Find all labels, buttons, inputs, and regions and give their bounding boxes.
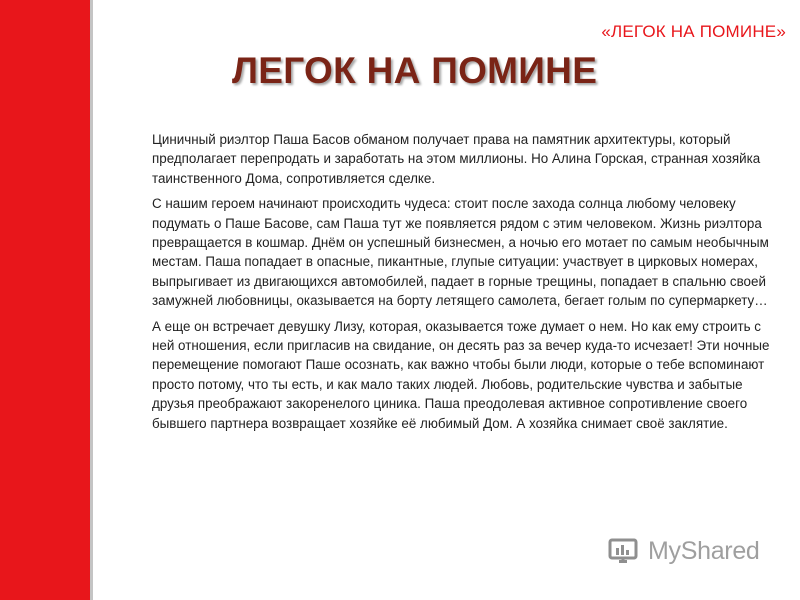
slide-title: ЛЕГОК НА ПОМИНЕ: [232, 50, 598, 91]
paragraph-liza: А еще он встречает девушку Лизу, которая, оказывается тоже думает о нем. Но как ему строить с ней отношения, если пригласив на свидание, он десять раз за вечер куда-то исчезает! Эти ночные перемещение помогают Паше осознать, как важно чтобы были люди, которые о тебе вспоминают просто потому, что ты есть, и как мало таких людей. Любовь, родительские чувства и забытые друзья преображают закоренелого циника. Паша преодолевая активное сопротивление своего бывшего партнера возвращает хозяйке её любимый Дом. А хозяйка снимает своё заклятие.: [152, 318, 770, 431]
left-accent-bar-edge: [90, 0, 93, 600]
paragraph-intro: Циничный риэлтор Паша Басов обманом получает права на памятник архитектуры, который предполагает перепродать и заработать на этом миллионы. Но Алина Горская, странная хозяйка таинственного Дома, сопротивляется сделке.: [152, 132, 761, 186]
left-accent-bar: [0, 0, 90, 600]
myshared-watermark: [608, 536, 760, 566]
slide-body: [152, 130, 782, 439]
slide-tag: «ЛЕГОК НА ПОМИНЕ»: [601, 22, 786, 41]
paragraph-miracles: С нашим героем начинают происходить чудеса: стоит после захода солнца любому человеку подумать о Паше Басове, сам Паша тут же появляется рядом с этим человеком. Жизнь риэлтора превращается в кошмар. Днём он успешный бизнесмен, а ночью его мотает по самым необычным местам. Паша попадает в опасные, пикантные, глупые ситуации: участвует в цирковых номерах, выпрыгивает из двигающихся автомобилей, падает в горные трещины, попадает в спальню своей замужней любовницы, оказывается на борту летящего самолета, бегает голым по супермаркету…: [152, 196, 769, 309]
watermark-text: MyShared: [648, 536, 760, 565]
myshared-logo-icon: [608, 536, 642, 566]
